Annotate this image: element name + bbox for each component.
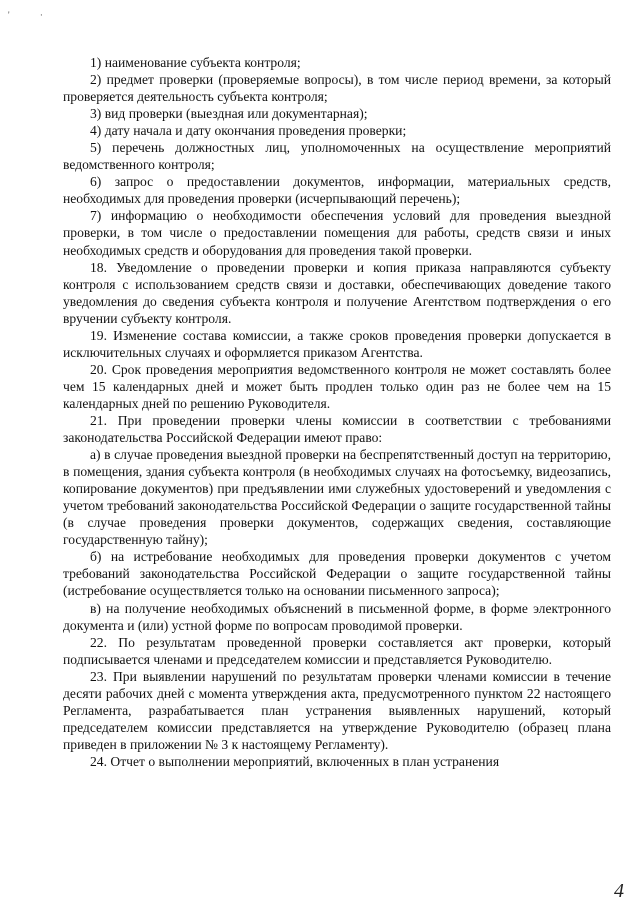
paragraph-23: 23. При выявлении нарушений по результатам проверки членами комиссии в течение десяти рабочих дней с момента утверждения акта, предусмотренного пунктом 22 настоящего Регламента, разрабатывается план устранения выявленных нарушений, который председателем комиссии представляется на утверждение Руководителю (образец плана приведен в приложении № 3 к настоящему Регламенту). xyxy=(63,668,611,752)
paragraph-18: 18. Уведомление о проведении проверки и копия приказа направляются субъекту контроля с использованием средств связи и доставки, обеспечивающих доведение такого уведомления до сведения субъекта контроля и получение Агентством подтверждения о его вручении субъекту контроля. xyxy=(63,259,611,326)
scan-marks: ' · xyxy=(8,10,57,20)
paragraph-22: 22. По результатам проведенной проверки составляется акт проверки, который подписывается членами и председателем комиссии и представляется Руководителю. xyxy=(63,634,611,667)
paragraph-21-b: б) на истребование необходимых для проведения проверки документов с учетом требований законодательства Российской Федерации о защите государственной тайны (истребование осуществляется только на основании письменного запроса); xyxy=(63,549,611,599)
paragraph-20: 20. Срок проведения мероприятия ведомственного контроля не может составлять более чем 15 календарных дней и может быть продлен только один раз не более чем на 15 календарных дней по решению Руководителя. xyxy=(63,361,611,411)
paragraph-item-6: 6) запрос о предоставлении документов, информации, материальных средств, необходимых для проведения проверки (исчерпывающий перечень); xyxy=(63,174,611,207)
paragraph-24: 24. Отчет о выполнении мероприятий, включенных в план устранения xyxy=(90,753,500,769)
paragraph-item-7: 7) информацию о необходимости обеспечения условий для проведения выездной проверки, в том числе о предоставлении помещения для работы, средств связи и иных необходимых средств и оборудования для проведения такой проверки. xyxy=(63,208,611,258)
page-number: 4 xyxy=(614,880,624,902)
paragraph-19: 19. Изменение состава комиссии, а также сроков проведения проверки допускается в исключительных случаях и оформляется приказом Агентства. xyxy=(63,327,611,360)
paragraph-21-v: в) на получение необходимых объяснений в письменной форме, в форме электронного документа и (или) устной форме по вопросам проводимой проверки. xyxy=(63,600,611,633)
paragraph-21-a: а) в случае проведения выездной проверки на беспрепятственный доступ на территорию, в помещения, здания субъекта контроля (в необходимых случаях на фотосъемку, видеозапись, копирование документов) при предъявлении ими служебных удостоверений и уведомления с учетом требований законодательства Российской Федерации о защите государственной тайны (в случае проведения проверки документов, содержащих сведения, составляющие государственную тайну); xyxy=(63,447,611,548)
paragraph-item-4: 4) дату начала и дату окончания проведения проверки; xyxy=(90,123,407,139)
paragraph-item-2: 2) предмет проверки (проверяемые вопросы), в том числе период времени, за который проверяется деятельность субъекта контроля; xyxy=(63,72,611,105)
paragraph-item-5: 5) перечень должностных лиц, уполномоченных на осуществление мероприятий ведомственного контроля; xyxy=(63,140,611,173)
paragraph-item-1: 1) наименование субъекта контроля; xyxy=(90,55,301,70)
paragraph-item-3: 3) вид проверки (выездная или документарная); xyxy=(90,106,368,122)
document-body xyxy=(63,54,611,770)
paragraph-21: 21. При проведении проверки члены комиссии в соответствии с требованиями законодательства Российской Федерации имеют право: xyxy=(63,412,611,446)
